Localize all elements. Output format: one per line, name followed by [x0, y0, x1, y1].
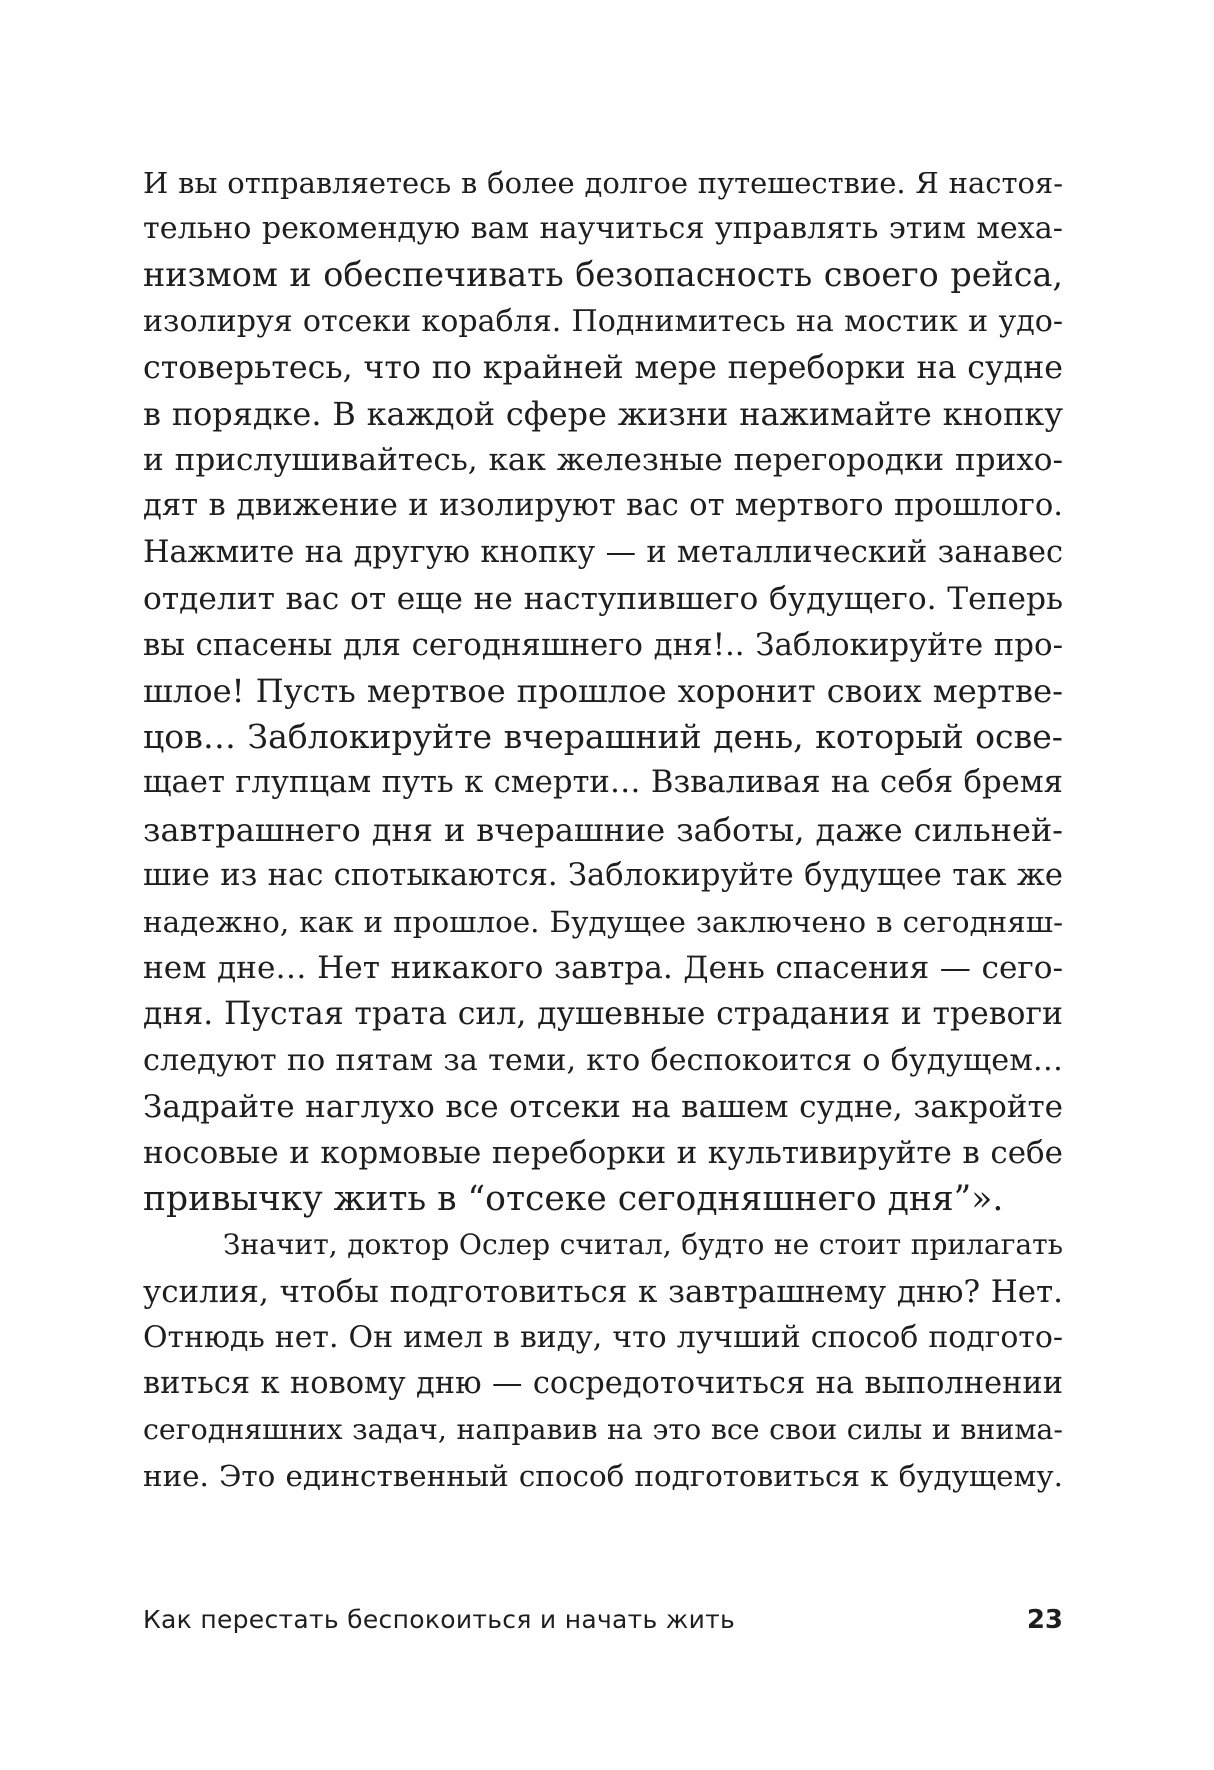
text-line: цов… Заблокируйте вчерашний день, который осве-	[143, 717, 1063, 757]
text-line: дня. Пустая трата сил, душевные страдания и тревоги	[143, 996, 1063, 1033]
text-line: низмом и обеспечивать безопасность своего рейса,	[143, 255, 1063, 295]
text-line: нем дне… Нет никакого завтра. День спасения — сего-	[143, 950, 1063, 987]
text-line: изолируя отсеки корабля. Поднимитесь на мостик и удо-	[143, 303, 1063, 339]
text-line: шлое! Пусть мертвое прошлое хоронит своих мертве-	[143, 672, 1063, 711]
text-line: виться к новому дню — сосредоточиться на выполнении	[143, 1365, 1063, 1401]
page-number: 23	[1026, 1605, 1063, 1635]
text-line: следуют по пятам за теми, кто беспокоится о будущем…	[143, 1042, 1063, 1078]
text-line: И вы отправляетесь в более долгое путешествие. Я настоя-	[143, 166, 1063, 200]
text-line: привычку жить в “отсеке сегодняшнего дня”».	[143, 1179, 1004, 1220]
text-line: стоверьтесь, что по крайней мере переборки на судне	[143, 349, 1063, 386]
text-line: сегодняшних задач, направив на это все свои силы и внима-	[143, 1413, 1063, 1447]
text-line-paragraph-start: Значит, доктор Ослер считал, будто не стоит прилагать	[223, 1228, 1063, 1262]
text-line: усилия, чтобы подготовиться к завтрашнему дню? Нет.	[143, 1273, 1063, 1310]
book-title: Как перестать беспокоиться и начать жить	[143, 1605, 736, 1634]
text-line: носовые и кормовые переборки и культивируйте в себе	[143, 1134, 1063, 1171]
text-line: вы спасены для сегодняшнего дня!.. Заблокируйте про-	[143, 626, 1063, 663]
text-line: Задрайте наглухо все отсеки на вашем судне, закройте	[143, 1088, 1063, 1125]
body-text	[143, 160, 1063, 1499]
text-line: дят в движение и изолируют вас от мертвого прошлого.	[143, 488, 1063, 524]
text-line: Отнюдь нет. Он имел в виду, что лучший способ подгото-	[143, 1319, 1063, 1355]
text-line: Нажмите на другую кнопку — и металлический занавес	[143, 534, 1063, 570]
text-line: шие из нас спотыкаются. Заблокируйте будущее так же	[143, 857, 1063, 893]
text-line: ние. Это единственный способ подготовиться к будущему.	[143, 1459, 1063, 1494]
text-line: щает глупцам путь к смерти… Взваливая на себя бремя	[143, 765, 1063, 801]
text-line: отделит вас от еще не наступившего будущего. Теперь	[143, 580, 1063, 617]
running-footer	[143, 1600, 1063, 1640]
text-line: в порядке. В каждой сфере жизни нажимайте кнопку	[143, 394, 1063, 433]
text-line: надежно, как и прошлое. Будущее заключено в сегодняш-	[143, 905, 1063, 939]
text-line: завтрашнего дня и вчерашние заботы, даже сильней-	[143, 810, 1063, 849]
text-line: и прислушивайтесь, как железные перегородки прихо-	[143, 442, 1063, 479]
text-line: тельно рекомендую вам научиться управлять этим меха-	[143, 211, 1063, 247]
